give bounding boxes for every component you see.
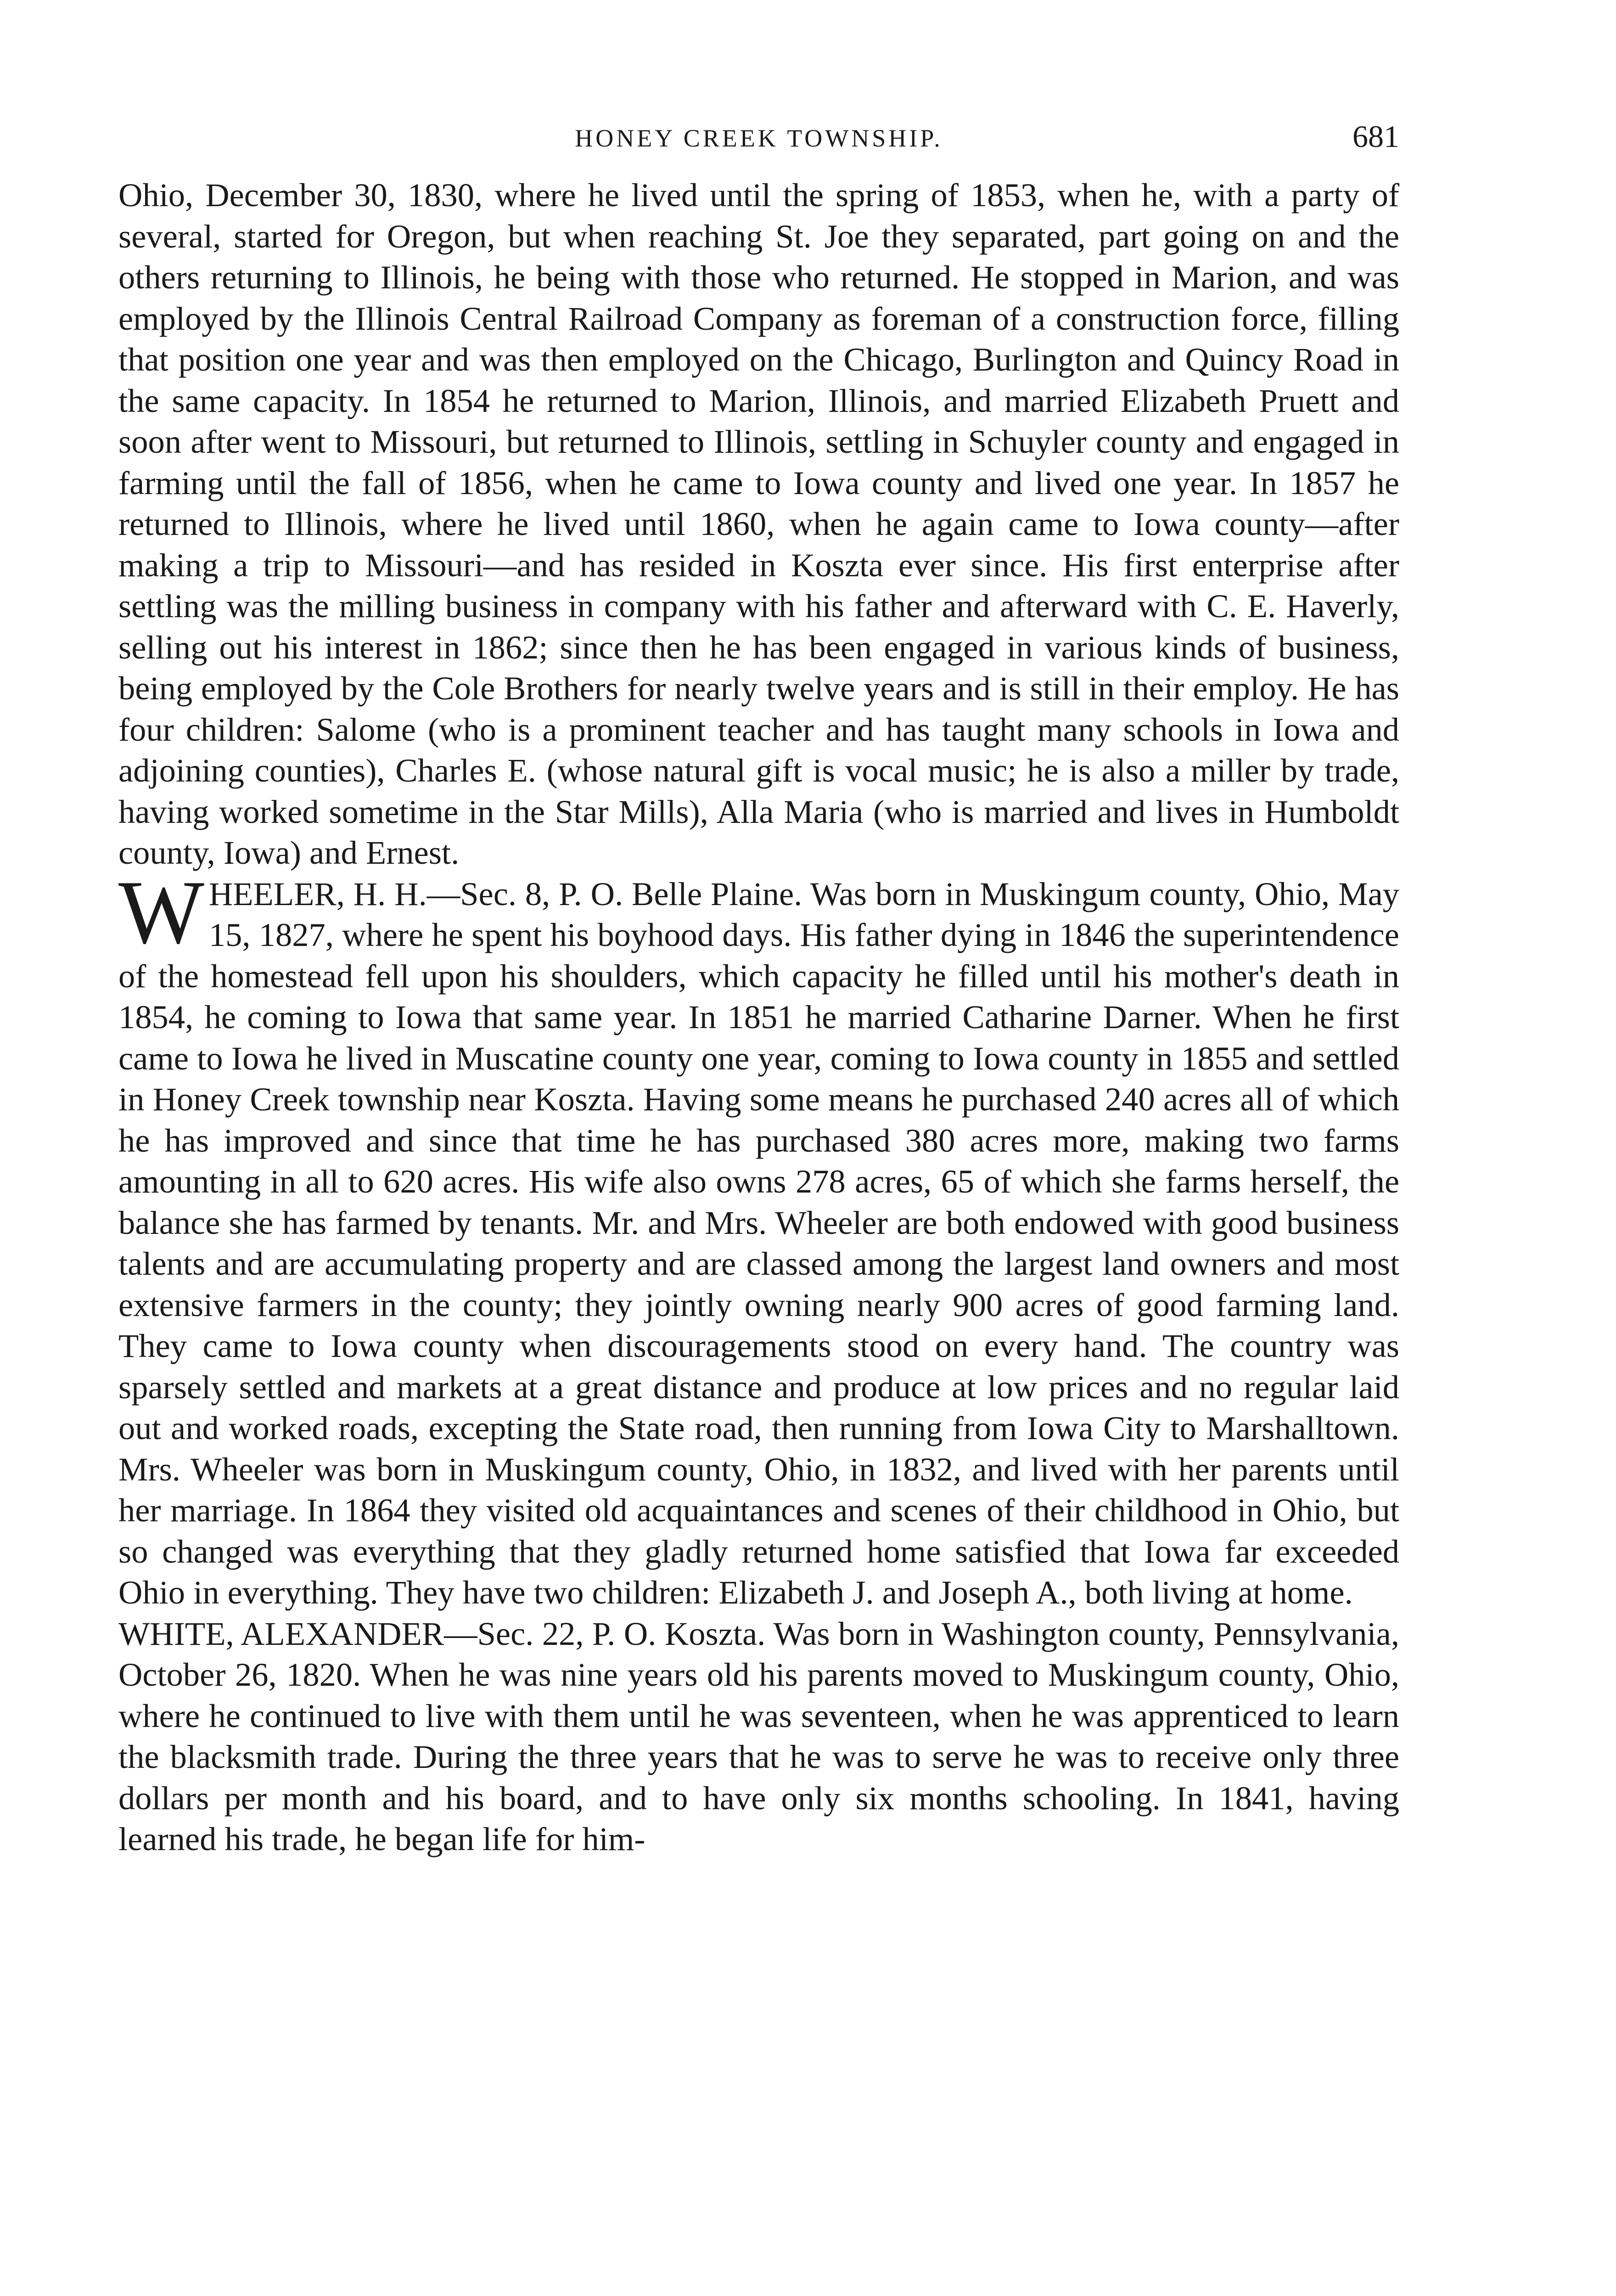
biography-entry-wheeler (118, 861, 1399, 1613)
entry-text: HEELER, H. H.—Sec. 8, P. O. Belle Plaine. Was born in Muskingum county, Ohio, May 15, 1827, where he spent his boyhood days. His father dying in 1846 the superintendence of the homestead fell upon his shoulders, which capacity he filled until his mother's death in 1854, he coming to Iowa that same year. In 1851 he married Catharine Darner. When he first came to Iowa he lived in Muscatine county one year, coming to Iowa county in 1855 and settled in Honey Creek township near Koszta. Having some means he purchased 240 acres all of which he has improved and since that time he has purchased 380 acres more, making two farms amounting in all to 620 acres. His wife also owns 278 acres, 65 of which she farms herself, the balance she has farmed by tenants. Mr. and Mrs. Wheeler are both endowed with good business talents and are accumulating property and are classed among the largest land owners and most extensive farmers in the county; they jointly owning nearly 900 acres of good farming land. They came to Iowa county when discouragements stood on every hand. The country was sparsely settled and markets at a great distance and produce at low prices and no regular laid out and worked roads, excepting the State road, then running from Iowa City to Marshalltown. Mrs. Wheeler was born in Muskingum county, Ohio, in 1832, and lived with her parents until her marriage. In 1864 they visited old acquaintances and scenes of their childhood in Ohio, but so changed was everything that they gladly returned home satisfied that Iowa far exceeded Ohio in everything. They have two children: Elizabeth J. and Joseph A., both living at home. (118, 875, 1399, 1611)
running-title: HONEY CREEK TOWNSHIP. (575, 124, 943, 152)
book-page (118, 115, 1399, 1860)
drop-cap: W (118, 861, 204, 962)
page-number: 681 (1352, 119, 1399, 154)
biography-entry-white: WHITE, ALEXANDER—Sec. 22, P. O. Koszta. Was born in Washington county, Pennsylvania, October 26, 1820. When he was nine years old his parents moved to Muskingum county, Ohio, where he continued to live with them until he was seventeen, when he was apprenticed to learn the blacksmith trade. During the three years that he was to serve he was to receive only three dollars per month and his board, and to have only six months schooling. In 1841, having learned his trade, he began life for him- (118, 1615, 1399, 1857)
paragraph-continuation: Ohio, December 30, 1830, where he lived until the spring of 1853, when he, with a party of several, started for Oregon, but when reaching St. Joe they separated, part going on and the others returning to Illinois, he being with those who returned. He stopped in Marion, and was employed by the Illinois Central Railroad Company as foreman of a construction force, filling that position one year and was then employed on the Chicago, Burlington and Quincy Road in the same capacity. In 1854 he returned to Marion, Illinois, and married Elizabeth Pruett and soon after went to Missouri, but returned to Illinois, settling in Schuyler county and engaged in farming until the fall of 1856, when he came to Iowa county and lived one year. In 1857 he returned to Illinois, where he lived until 1860, when he again came to Iowa county—after making a trip to Missouri—and has resided in Koszta ever since. His first enterprise after settling was the milling business in company with his father and afterward with C. E. Haverly, selling out his interest in 1862; since then he has been engaged in various kinds of business, being employed by the Cole Brothers for nearly twelve years and is still in their employ. He has four children: Salome (who is a prominent teacher and has taught many schools in Iowa and adjoining counties), Charles E. (whose natural gift is vocal music; he is also a miller by trade, having worked sometime in the Star Mills), Alla Maria (who is married and lives in Humboldt county, Iowa) and Ernest. (118, 176, 1399, 871)
running-header (118, 115, 1399, 165)
